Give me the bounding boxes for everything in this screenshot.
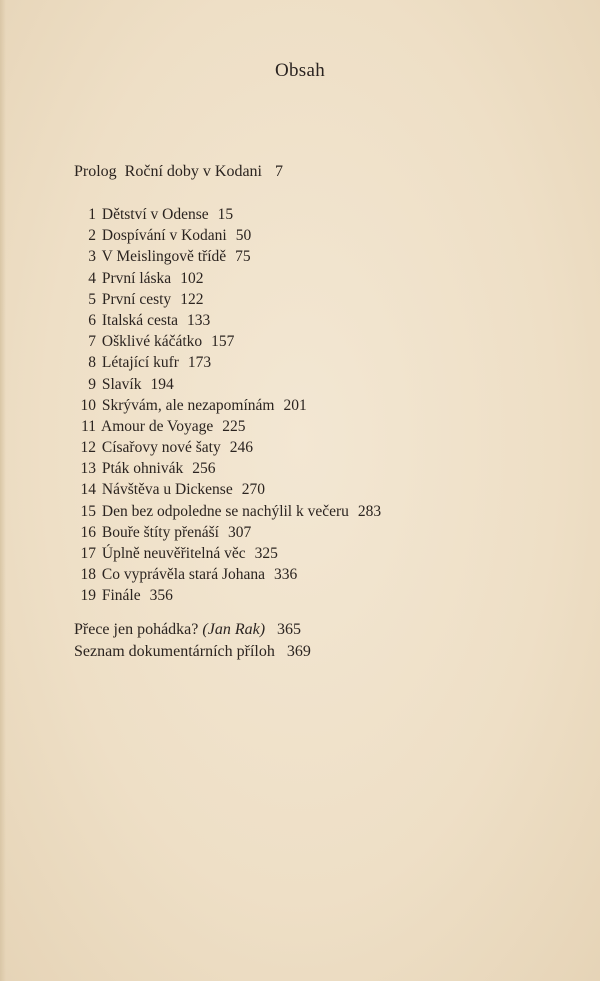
chapter-title: Císařovy nové šaty (101, 439, 221, 457)
chapter-number: 12 (80, 439, 96, 457)
prolog-page: 7 (275, 163, 283, 180)
chapter-number: 1 (88, 206, 96, 223)
chapter-page: 75 (235, 248, 251, 266)
chapter-title: Finále (101, 587, 141, 605)
prolog-title: Roční doby v Kodani (124, 163, 262, 180)
appendix-list (74, 619, 311, 662)
chapter-page: 122 (180, 290, 204, 308)
chapter-title: První láska (101, 269, 172, 287)
chapter-page: 307 (227, 523, 252, 541)
chapter-entry (74, 585, 381, 606)
chapter-entry (74, 246, 381, 267)
chapter-title: Návštěva u Dickense (101, 481, 233, 499)
prolog-entry (74, 163, 283, 181)
chapter-title: V Meislingově třídě (101, 248, 227, 266)
chapter-entry (74, 268, 381, 289)
chapter-page: 325 (254, 545, 278, 562)
chapter-entry (74, 458, 381, 479)
chapter-title: Amour de Voyage (101, 417, 214, 435)
page-title: Obsah (274, 60, 326, 81)
chapter-number: 17 (80, 545, 96, 562)
chapter-entry (74, 352, 381, 373)
chapter-title: Dospívání v Kodani (101, 227, 227, 245)
chapter-entry (74, 204, 381, 225)
chapter-page: 15 (217, 206, 234, 223)
chapter-title: Italská cesta (101, 311, 179, 329)
chapter-page: 270 (241, 481, 265, 499)
chapter-entry (74, 331, 381, 352)
chapter-title: Létající kufr (101, 354, 179, 372)
chapter-title: Pták ohnivák (101, 460, 184, 478)
chapter-title: Dětství v Odense (101, 206, 209, 223)
appendix-page: 369 (286, 642, 311, 660)
chapter-page: 246 (229, 439, 253, 457)
chapter-number: 4 (88, 269, 96, 287)
chapter-page: 225 (222, 417, 246, 435)
chapter-page: 336 (274, 566, 298, 584)
chapter-number: 14 (80, 481, 96, 499)
chapter-entry (74, 522, 381, 543)
appendix-title: Seznam dokumentárních příloh (74, 642, 275, 660)
appendix-author: (Jan Rak) (202, 621, 266, 638)
chapter-number: 11 (81, 417, 96, 435)
appendix-entry (74, 619, 311, 641)
chapter-entry (74, 289, 381, 310)
chapter-entry (74, 395, 381, 416)
chapter-number: 19 (80, 587, 96, 605)
chapter-entry (74, 374, 381, 395)
chapter-title: Úplně neuvěřitelná věc (101, 545, 246, 562)
chapter-page: 173 (187, 354, 212, 372)
prolog-label: Prolog (74, 163, 117, 180)
chapter-page: 157 (211, 333, 235, 351)
chapter-entry (74, 564, 381, 585)
chapter-page: 50 (235, 227, 252, 245)
appendix-page: 365 (277, 621, 302, 638)
chapter-number: 7 (88, 333, 96, 351)
chapter-entry (74, 310, 381, 331)
chapter-number: 3 (88, 248, 96, 266)
chapter-page: 256 (192, 460, 216, 478)
chapter-entry (74, 479, 381, 500)
chapter-number: 2 (88, 227, 96, 245)
chapter-number: 8 (88, 354, 96, 372)
chapter-entry (74, 437, 381, 458)
page-edge (0, 0, 6, 981)
chapter-entry (74, 501, 381, 522)
chapter-title: Skrývám, ale nezapomínám (101, 396, 275, 414)
chapter-page: 102 (180, 269, 204, 287)
chapter-entry (74, 225, 381, 246)
chapter-number: 6 (88, 311, 96, 329)
chapter-number: 10 (80, 396, 96, 414)
chapter-page: 356 (149, 587, 173, 605)
chapter-title: Slavík (101, 375, 142, 393)
chapter-title: Bouře štíty přenáší (101, 523, 219, 541)
chapter-page: 201 (283, 396, 307, 414)
chapter-list (74, 204, 381, 607)
chapter-title: Den bez odpoledne se nachýlil k večeru (101, 502, 349, 520)
chapter-page: 133 (187, 311, 211, 329)
chapter-entry (74, 416, 381, 437)
chapter-number: 5 (88, 290, 96, 308)
appendix-title: Přece jen pohádka? (74, 621, 199, 638)
chapter-page: 194 (150, 375, 174, 393)
chapter-title: Co vyprávěla stará Johana (101, 566, 265, 584)
chapter-number: 16 (80, 523, 96, 541)
appendix-entry (74, 641, 311, 663)
chapter-entry (74, 543, 381, 564)
chapter-title: První cesty (101, 290, 172, 308)
chapter-number: 18 (80, 566, 96, 584)
chapter-number: 9 (88, 375, 96, 393)
chapter-page: 283 (357, 502, 382, 520)
chapter-number: 13 (80, 460, 96, 478)
chapter-number: 15 (80, 502, 96, 520)
chapter-title: Ošklivé káčátko (101, 333, 203, 351)
